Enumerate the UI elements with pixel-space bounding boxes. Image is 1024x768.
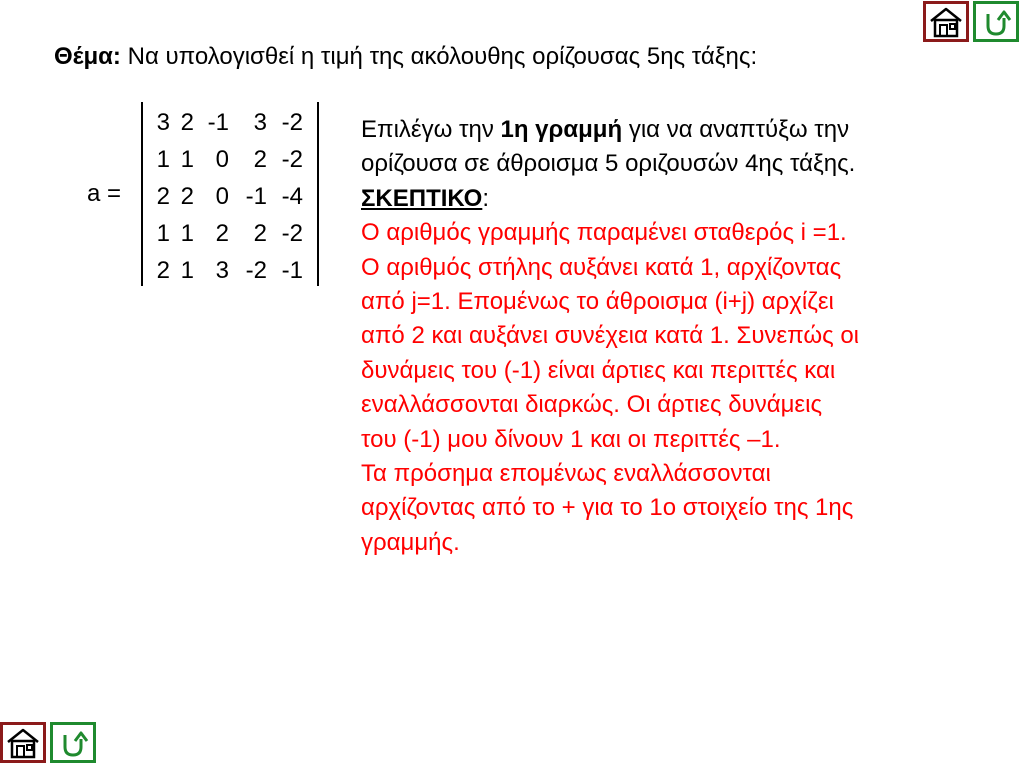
matrix-label: a = <box>87 180 122 207</box>
reasoning-line: Τα πρόσημα επομένως εναλλάσσονται <box>361 460 771 488</box>
matrix-cell: -2 <box>245 256 267 284</box>
matrix-cell: 0 <box>215 145 229 173</box>
determinant-right-bar <box>317 102 319 286</box>
intro-line-1 <box>361 113 981 147</box>
matrix-cell: 2 <box>156 182 170 210</box>
explanation-text <box>361 113 981 560</box>
reasoning-line: γραμμής. <box>361 528 460 556</box>
home-icon <box>5 727 41 759</box>
matrix-cell: 1 <box>180 219 194 247</box>
matrix-cell: 3 <box>253 108 267 136</box>
matrix-cell: 2 <box>215 219 229 247</box>
reasoning-line: από 2 και αυξάνει συνέχεια κατά 1. Συνεπώς οι <box>361 322 860 350</box>
matrix-cell: -2 <box>281 145 303 173</box>
back-button[interactable] <box>973 1 1019 42</box>
matrix-row <box>144 104 303 141</box>
reasoning-line: αρχίζοντας από το + για το 1ο στοιχείο της 1ης <box>361 494 854 522</box>
reasoning-line: δυνάμεις του (-1) είναι άρτιες και περιττές και <box>361 356 836 384</box>
matrix-row <box>144 178 303 215</box>
u-turn-back-icon <box>55 727 91 759</box>
reasoning-heading: ΣΚΕΠΤΙΚΟ <box>361 184 483 212</box>
reasoning-line: εναλλάσσονται διαρκώς. Οι άρτιες δυνάμεις <box>361 391 823 419</box>
home-button[interactable] <box>923 1 969 42</box>
matrix-row <box>144 141 303 178</box>
matrix-cell: -1 <box>207 108 229 136</box>
matrix-cell: 1 <box>180 256 194 284</box>
matrix-cell: 1 <box>156 145 170 173</box>
matrix-cell: -2 <box>281 219 303 247</box>
determinant-left-bar <box>141 102 143 286</box>
home-button[interactable] <box>0 722 46 763</box>
matrix-cell: 3 <box>215 256 229 284</box>
matrix-row <box>144 252 303 289</box>
title-text: Να υπολογισθεί η τιμή της ακόλουθης ορίζουσας 5ης τάξης: <box>120 43 758 70</box>
matrix-cell: 2 <box>156 256 170 284</box>
intro-post: για να αναπτύξω την <box>622 116 850 143</box>
matrix-cell: 2 <box>180 182 194 210</box>
matrix-cell: 2 <box>180 108 194 136</box>
reasoning-heading-line <box>361 182 981 216</box>
determinant-matrix <box>144 104 303 289</box>
page-title <box>54 41 757 73</box>
home-icon <box>928 6 964 38</box>
reasoning-body <box>361 216 981 560</box>
back-button[interactable] <box>50 722 96 763</box>
matrix-cell: 2 <box>253 219 267 247</box>
matrix-cell: -4 <box>281 182 303 210</box>
reasoning-line: Ο αριθμός γραμμής παραμένει σταθερός i =1. <box>361 219 847 247</box>
matrix-cell: 1 <box>180 145 194 173</box>
matrix-cell: 3 <box>156 108 170 136</box>
u-turn-back-icon <box>978 6 1014 38</box>
matrix-cell: 0 <box>215 182 229 210</box>
bottom-navigation <box>0 722 96 763</box>
matrix-row <box>144 215 303 252</box>
reasoning-heading-colon: : <box>482 184 489 212</box>
intro-line-2: ορίζουσα σε άθροισμα 5 οριζουσών 4ης τάξης. <box>361 150 856 178</box>
matrix-cell: 2 <box>253 145 267 173</box>
reasoning-line: Ο αριθμός στήλης αυξάνει κατά 1, αρχίζοντας <box>361 253 842 281</box>
matrix-cell: -1 <box>245 182 267 210</box>
matrix-cell: -2 <box>281 108 303 136</box>
reasoning-line: του (-1) μου δίνουν 1 και οι περιττές –1. <box>361 425 781 453</box>
top-navigation <box>923 1 1019 42</box>
reasoning-line: από j=1. Επομένως το άθροισμα (i+j) αρχίζει <box>361 288 834 316</box>
matrix-cell: 1 <box>156 219 170 247</box>
matrix-cell: -1 <box>281 256 303 284</box>
intro-pre: Επιλέγω την <box>361 116 501 143</box>
title-label: Θέμα: <box>54 43 121 70</box>
intro-bold: 1η γραμμή <box>500 116 623 143</box>
